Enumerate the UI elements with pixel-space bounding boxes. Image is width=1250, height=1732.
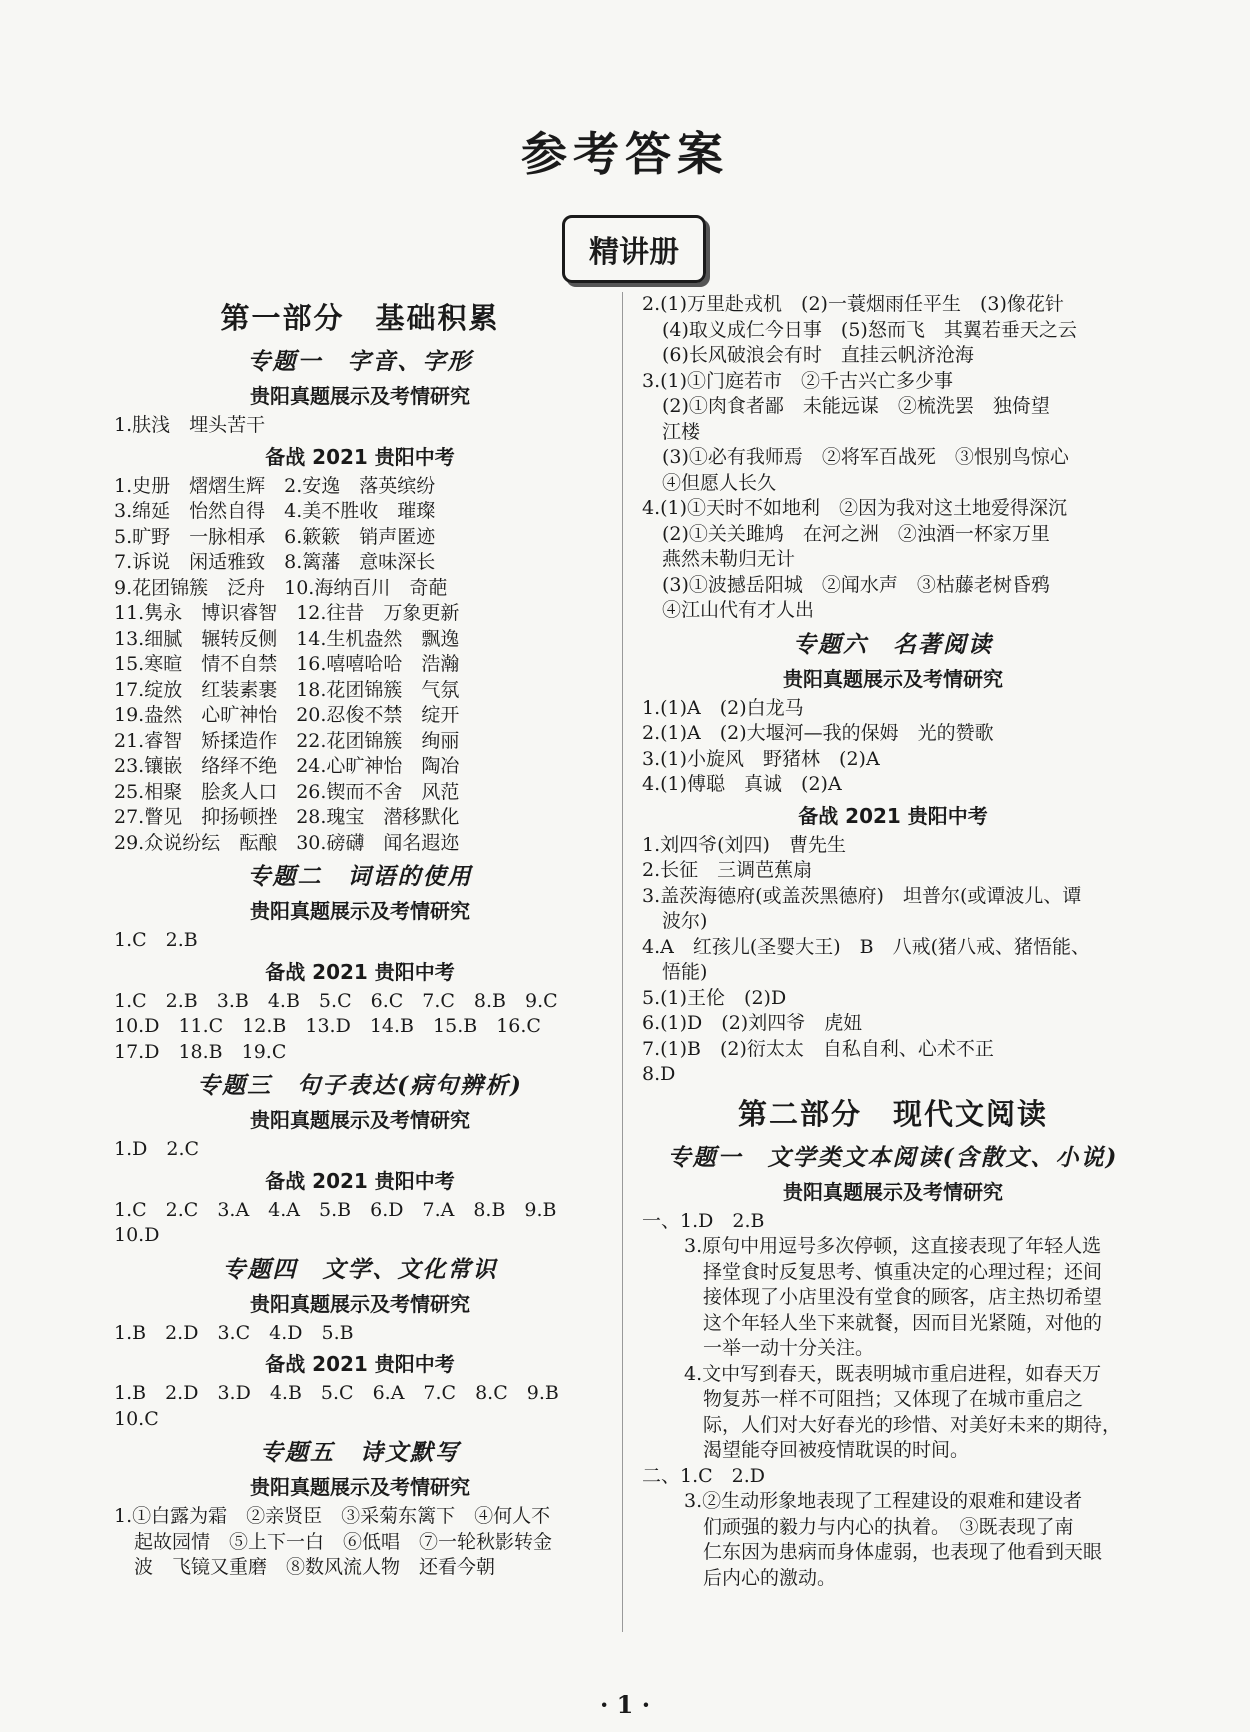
answer-line: 10.D 11.C 12.B 13.D 14.B 15.B 16.C (114, 1015, 541, 1037)
section-subheading: 备战 2021 贵阳中考 (265, 444, 455, 469)
answer-line: 17.绽放 红装素裹 18.花团锦簇 气氛 (114, 678, 460, 701)
right-column (638, 292, 1148, 1591)
answer-line: 8.D (642, 1063, 676, 1085)
answer-line: 5.(1)王伦 (2)D (642, 986, 787, 1009)
answer-line: 10.D (114, 1224, 160, 1246)
answer-line: 27.瞥见 抑扬顿挫 28.瑰宝 潜移默化 (114, 806, 460, 828)
section-subheading: 贵阳真题展示及考情研究 (250, 1291, 470, 1316)
answer-line: 29.众说纷纭 酝酿 30.磅礴 闻名遐迩 (114, 831, 460, 854)
answer-line: 3.盖茨海德府(或盖茨黑德府) 坦普尔(或谭波儿、谭 (642, 884, 1082, 907)
answer-line: 3.原句中用逗号多次停顿，这直接表现了年轻人选 (684, 1235, 1102, 1257)
answer-line: 4.A 红孩儿(圣婴大王) B 八戒(猪八戒、猪悟能、 (642, 935, 1091, 958)
answer-line: 9.花团锦簇 泛舟 10.海纳百川 奇葩 (114, 576, 448, 599)
section-subheading: 备战 2021 贵阳中考 (265, 1352, 455, 1376)
part-heading: 第一部分 基础积累 (220, 301, 500, 335)
answer-line: (6)长风破浪会有时 直挂云帆济沧海 (662, 344, 974, 366)
answer-line: 后内心的激动。 (684, 1566, 837, 1589)
answer-line: 25.相聚 脍炙人口 26.锲而不舍 风范 (114, 780, 460, 803)
answer-line: 波尔) (662, 910, 708, 932)
answer-line: 4.文中写到春天，既表明城市重启进程，如春天万 (684, 1362, 1102, 1385)
answer-line: 15.寒暄 情不自禁 16.嘻嘻哈哈 浩瀚 (114, 653, 460, 675)
answer-line: 5.旷野 一脉相承 6.簌簌 销声匿迹 (114, 525, 436, 548)
topic-heading: 专题六 名著阅读 (793, 630, 993, 658)
answer-line: 物复苏一样不可阻挡；又体现了在城市重启之 (684, 1388, 1084, 1410)
answer-line: 悟能) (662, 961, 708, 983)
part-heading: 第二部分 现代文阅读 (737, 1096, 1048, 1131)
answer-line: 17.D 18.B 19.C (114, 1040, 287, 1063)
page-number: · 1 · (599, 1690, 651, 1719)
answer-line: 江楼 (662, 420, 701, 443)
answer-line: 1.B 2.D 3.C 4.D 5.B (114, 1321, 354, 1344)
answer-line: 3.(1)小旋风 野猪林 (2)A (642, 747, 880, 770)
answer-line: 际，人们对大好春光的珍惜、对美好未来的期待， (684, 1413, 1122, 1436)
answer-line: 23.镶嵌 络绎不绝 24.心旷神怡 陶冶 (114, 755, 460, 777)
answer-line: 7.诉说 闲适雅致 8.篱藩 意味深长 (114, 551, 436, 573)
topic-heading: 专题三 句子表达(病句辨析) (197, 1072, 523, 1099)
answer-line: (2)①肉食者鄙 未能远谋 ②梳洗罢 独倚望 (662, 395, 1050, 417)
answer-line: 1.C 2.C 3.A 4.A 5.B 6.D 7.A 8.B 9.B (114, 1198, 557, 1221)
topic-heading: 专题五 诗文默写 (260, 1439, 460, 1466)
answer-line: 3.②生动形象地表现了工程建设的艰难和建设者 (684, 1490, 1083, 1512)
section-subheading: 贵阳真题展示及考情研究 (250, 1108, 470, 1132)
section-subheading: 备战 2021 贵阳中考 (265, 1168, 455, 1193)
answer-line: 2.(1)万里赴戎机 (2)一蓑烟雨任平生 (3)像花针 (642, 293, 1064, 315)
answer-line: 择堂食时反复思考、慎重决定的心理过程；还间 (684, 1260, 1103, 1283)
answer-line: 1.刘四爷(刘四) 曹先生 (642, 833, 846, 856)
answer-line: 二、1.C 2.D (642, 1464, 766, 1487)
answer-line: 11.隽永 博识睿智 12.往昔 万象更新 (114, 602, 460, 624)
answer-line: 1.D 2.C (114, 1138, 200, 1160)
answer-line: 2.长征 三调芭蕉扇 (642, 859, 813, 881)
answer-line: 3.绵延 怡然自得 4.美不胜收 璀璨 (114, 500, 436, 522)
answer-line: 一举一动十分关注。 (684, 1337, 875, 1359)
answer-line: ④江山代有才人出 (662, 599, 815, 621)
answer-line: 起故园情 ⑤上下一白 ⑥低唱 ⑦一轮秋影转金 (134, 1530, 553, 1553)
left-column (110, 292, 610, 1581)
section-subheading: 贵阳真题展示及考情研究 (250, 384, 470, 408)
answer-line: 这个年轻人坐下来就餐，因而目光紧随，对他的 (684, 1311, 1103, 1334)
section-subheading: 贵阳真题展示及考情研究 (783, 1179, 1003, 1204)
answer-line: 仁东因为患病而身体虚弱，也表现了他看到天眼 (684, 1541, 1103, 1563)
topic-heading: 专题一 字音、字形 (247, 348, 473, 375)
section-subheading: 备战 2021 贵阳中考 (265, 959, 455, 984)
answer-line: 1.肤浅 埋头苦干 (114, 414, 266, 436)
answer-line: (4)取义成仁今日事 (5)怒而飞 其翼若垂天之云 (662, 318, 1077, 341)
answer-line: (2)①关关雎鸠 在河之洲 ②浊酒一杯家万里 (662, 522, 1050, 545)
answer-line: 13.细腻 辗转反侧 14.生机盎然 飘逸 (114, 627, 460, 650)
answer-line: 1.史册 熠熠生辉 2.安逸 落英缤纷 (114, 474, 436, 497)
answer-line: 4.(1)①天时不如地利 ②因为我对这土地爱得深沉 (642, 497, 1068, 519)
answer-line: 6.(1)D (2)刘四爷 虎妞 (642, 1012, 863, 1034)
section-subheading: 贵阳真题展示及考情研究 (783, 666, 1003, 691)
answer-line: 燕然未勒归无计 (662, 548, 796, 570)
answer-line: 4.(1)傅聪 真诚 (2)A (642, 773, 842, 795)
answer-line: 一、1.D 2.B (642, 1209, 765, 1232)
answer-line: 们顽强的毅力与内心的执着。 ③既表现了南 (684, 1515, 1074, 1538)
topic-heading: 专题二 词语的使用 (247, 863, 473, 890)
answer-line: 2.(1)A (2)大堰河—我的保姆 光的赞歌 (642, 722, 994, 744)
section-subheading: 贵阳真题展示及考情研究 (250, 1475, 470, 1499)
answer-line: 1.(1)A (2)白龙马 (642, 696, 804, 719)
answer-line: (3)①必有我师焉 ②将军百战死 ③恨别鸟惊心 (662, 446, 1069, 468)
page-title: 参考答案 (521, 127, 729, 181)
answer-line: 3.(1)①门庭若市 ②千古兴亡多少事 (642, 369, 954, 392)
answer-line: 1.B 2.D 3.D 4.B 5.C 6.A 7.C 8.C 9.B (114, 1382, 559, 1404)
answer-line: (3)①波撼岳阳城 ②闻水声 ③枯藤老树昏鸦 (662, 573, 1050, 596)
answer-line: 21.睿智 矫揉造作 22.花团锦簇 绚丽 (114, 729, 460, 752)
answer-line: 接体现了小店里没有堂食的顾客，店主热切希望 (684, 1286, 1103, 1308)
answer-line: 渴望能夺回被疫情耽误的时间。 (684, 1439, 970, 1461)
section-subheading: 贵阳真题展示及考情研究 (250, 899, 470, 923)
column-divider (622, 292, 623, 1632)
answer-line: 1.C 2.B 3.B 4.B 5.C 6.C 7.C 8.B 9.C (114, 989, 558, 1012)
answer-line: 1.C 2.B (114, 929, 198, 951)
answer-line: 波 飞镜又重磨 ⑧数风流人物 还看今朝 (134, 1556, 496, 1578)
topic-heading: 专题四 文学、文化常识 (222, 1255, 498, 1283)
answer-line: ④但愿人长久 (662, 471, 777, 494)
section-subheading: 备战 2021 贵阳中考 (798, 803, 988, 828)
answer-line: 7.(1)B (2)衍太太 自私自利、心术不正 (642, 1037, 994, 1060)
answer-line: 10.C (114, 1407, 159, 1430)
answer-line: 1.①白露为霜 ②亲贤臣 ③采菊东篱下 ④何人不 (114, 1505, 551, 1527)
answer-line: 19.盎然 心旷神怡 20.忍俊不禁 绽开 (114, 704, 460, 726)
topic-heading: 专题一 文学类文本阅读(含散文、小说) (667, 1143, 1119, 1171)
book-label: 精讲册 (562, 215, 706, 283)
